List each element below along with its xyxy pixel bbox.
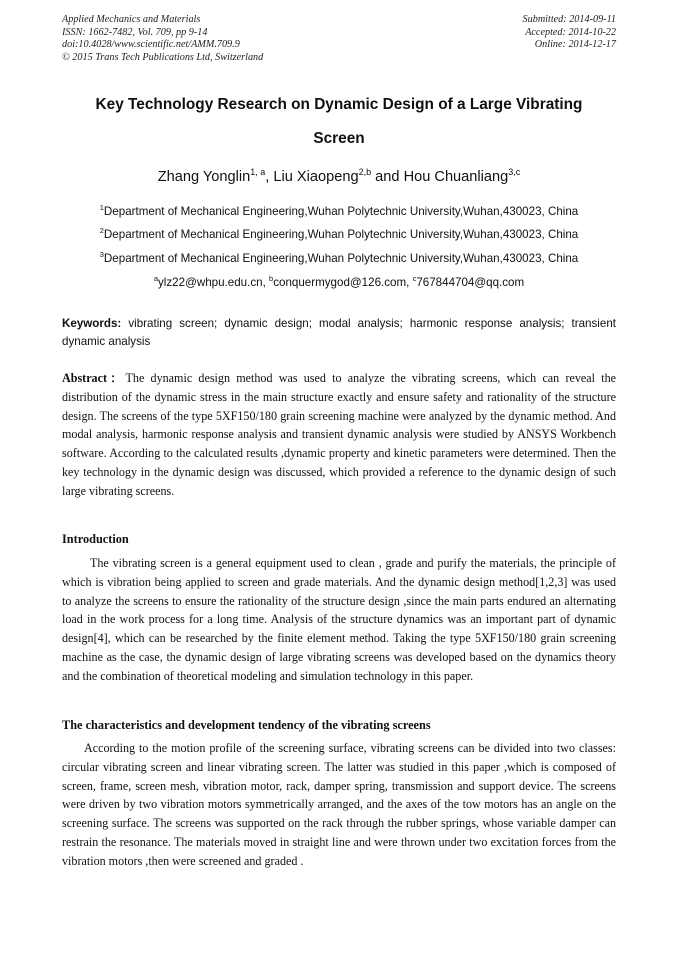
introduction-paragraph: The vibrating screen is a general equipment used to clean , grade and purify the materials, the principle of which is vibration being applied to screen and grade materials. And the dynamic design method[1,2,3] was used to analyze the screens to ensure the rationality of the structure design ,since the main parts endured an alternating load in the work process for a long time. Analysis of the structure dynamics was an important part of dynamic design[4], which can be researched by the finite element method. Taking the type 5XF150/180 grain screening machine as the case, the dynamic design of large vibrating screens was developed based on the dynamics theory and the combination of theoretical modeling and simulation technology in this paper. <box>62 556 616 683</box>
author-separator: and <box>371 169 404 185</box>
author-affil-mark: 2,b <box>358 167 372 177</box>
section-heading-introduction: Introduction <box>62 532 129 546</box>
affiliation-1 <box>62 204 616 220</box>
author-list <box>62 167 616 187</box>
affiliation-text: Department of Mechanical Engineering,Wuhan Polytechnic University,Wuhan,430023, China <box>103 228 579 241</box>
email-list <box>62 275 616 291</box>
characteristics-paragraph: According to the motion profile of the screening surface, vibrating screens can be divided into two classes: circular vibrating screen and linear vibrating screen. The latter was studied in this paper ,which is composed of screen, frame, screen mesh, vibration motor, rack, damper spring, transmission and support device. The screens were driven by two vibration motors symmetrically arranged, and the axes of the tow motors has an angle on the screening surface. The screens was supported on the rack through the rubber springs, whose variable damper can restrain the resonance. The materials moved in straight line and were thrown under two excitation forces from the vibration motors ,then were screened and graded . <box>62 741 616 868</box>
author-affil-mark: 3,c <box>508 167 521 177</box>
abstract-label: Abstract： <box>62 371 126 385</box>
email-mark: a <box>153 274 158 283</box>
title-line-2: Screen <box>313 130 365 147</box>
author-name: Hou Chuanliang <box>403 169 509 185</box>
email-address: ylz22@whpu.edu.cn, <box>158 276 270 289</box>
affiliation-number: 3 <box>99 250 104 259</box>
email-address: 767844704@qq.com <box>416 276 525 289</box>
keywords-text: vibrating screen; dynamic design; modal analysis; harmonic response analysis; transient dynamic analysis <box>62 317 616 348</box>
submitted-date: Submitted: 2014-09-11 <box>522 14 616 25</box>
affiliation-3 <box>62 251 616 267</box>
affiliation-text: Department of Mechanical Engineering,Wuhan Polytechnic University,Wuhan,430023, China <box>103 252 579 265</box>
keywords <box>62 315 616 350</box>
journal-name: Applied Mechanics and Materials <box>62 14 201 25</box>
copyright-line: © 2015 Trans Tech Publications Ltd, Switzerland <box>62 51 264 63</box>
journal-info <box>62 14 263 64</box>
author-separator: , <box>265 169 274 185</box>
title-line-1: Key Technology Research on Dynamic Design of a Large Vibrating <box>95 96 583 113</box>
email-mark: b <box>269 274 274 283</box>
doi-line: doi:10.4028/www.scientific.net/AMM.709.9 <box>62 39 240 51</box>
keywords-label: Keywords: <box>62 317 122 330</box>
affiliation-number: 2 <box>99 226 104 235</box>
affiliation-text: Department of Mechanical Engineering,Wuhan Polytechnic University,Wuhan,430023, China <box>103 205 579 218</box>
online-date: Online: 2014-12-17 <box>534 39 616 51</box>
author-name: Liu Xiaopeng <box>273 169 359 185</box>
email-address: conquermygod@126.com, <box>273 276 413 289</box>
email-mark: c <box>412 274 417 283</box>
affiliation-number: 1 <box>99 203 104 212</box>
affiliation-2 <box>62 227 616 243</box>
abstract <box>62 369 616 501</box>
abstract-text: The dynamic design method was used to analyze the vibrating screens, which can reveal the distribution of the dynamic stress in the main structure exactly and ensure safety and rationality of the structure design. The screens of the type 5XF150/180 grain screening machine were analyzed by the dynamic method. And modal analysis, harmonic response analysis and transient dynamic analysis were studied by ANSYS Workbench software. According to the calculated results ,dynamic property and kinetic parameters were determined. Then the key technology in the dynamic design was discussed, which provided a reference to the dynamic design of such large vibrating screens. <box>62 371 616 498</box>
issn-line: ISSN: 1662-7482, Vol. 709, pp 9-14 <box>62 26 208 38</box>
submission-dates <box>523 14 616 52</box>
section-heading-characteristics: The characteristics and development tendency of the vibrating screens <box>62 718 431 732</box>
author-affil-mark: 1, a <box>250 167 266 177</box>
accepted-date: Accepted: 2014-10-22 <box>525 26 616 38</box>
paper-title <box>62 88 616 156</box>
author-name: Zhang Yonglin <box>157 169 251 185</box>
